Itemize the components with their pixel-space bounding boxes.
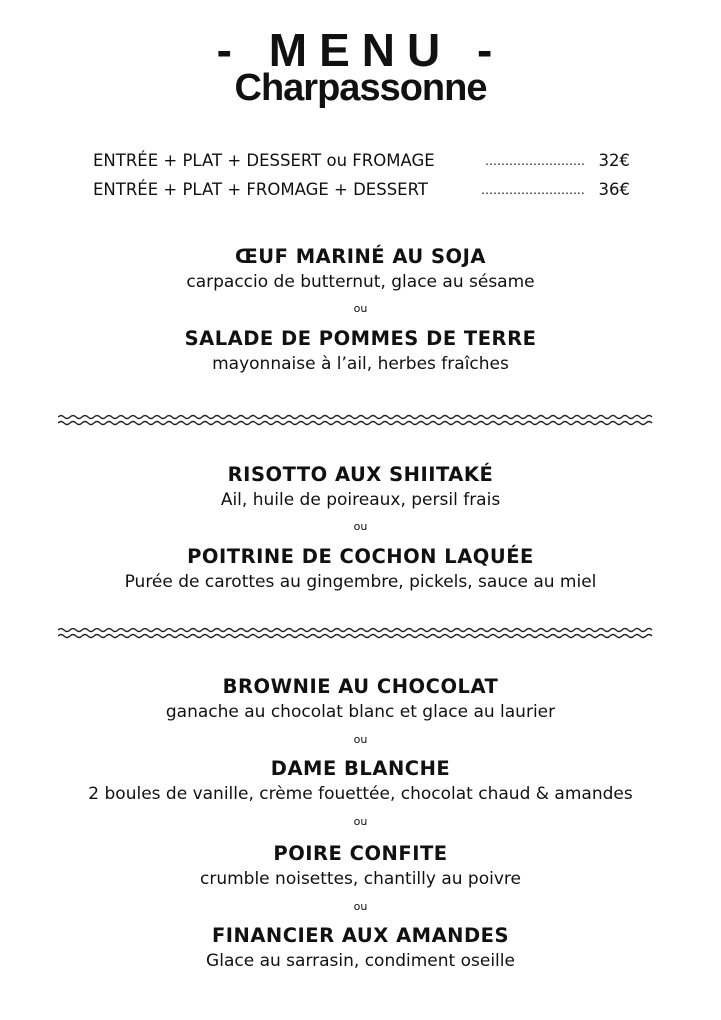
formula-label: ENTRÉE + PLAT + DESSERT ou FROMAGE: [93, 151, 435, 170]
ou-separator: ou: [353, 815, 368, 828]
dish-description: ganache au chocolat blanc et glace au laurier: [165, 702, 556, 722]
formula-row: [93, 178, 633, 202]
restaurant-name: Charpassonne: [234, 67, 487, 109]
dish-entree-1: [0, 244, 721, 294]
dish-description: Glace au sarrasin, condiment oseille: [206, 951, 515, 971]
dish-description: 2 boules de vanille, crème fouettée, chocolat chaud & amandes: [88, 784, 633, 804]
dish-description: mayonnaise à l’ail, herbes fraîches: [212, 354, 509, 374]
formula-label: ENTRÉE + PLAT + FROMAGE + DESSERT: [93, 180, 428, 199]
ou-separator: ou: [353, 520, 368, 533]
ou-separator: ou: [353, 733, 368, 746]
formula-dots: ……………………..: [481, 183, 585, 197]
dish-name: BROWNIE AU CHOCOLAT: [222, 675, 499, 698]
wave-divider: [58, 413, 654, 427]
dish-description: Ail, huile de poireaux, persil frais: [220, 490, 501, 510]
dish-name: SALADE DE POMMES DE TERRE: [184, 327, 537, 350]
dish-entree-2: [0, 326, 721, 376]
ou-separator: ou: [353, 900, 368, 913]
formula-row: [93, 149, 633, 173]
wave-divider: [58, 626, 654, 640]
dish-description: carpaccio de butternut, glace au sésame: [186, 272, 535, 292]
dish-description: crumble noisettes, chantilly au poivre: [200, 869, 521, 889]
formula-price: 32€: [598, 151, 630, 170]
dish-dessert-4: [0, 923, 721, 973]
dish-dessert-1: [0, 674, 721, 724]
dish-name: DAME BLANCHE: [270, 757, 451, 780]
dish-dessert-2: [0, 756, 721, 806]
formula-dots: …………………….: [485, 154, 585, 168]
formula-price: 36€: [598, 180, 630, 199]
dish-plat-1: [0, 462, 721, 512]
dish-name: POIRE CONFITE: [273, 842, 448, 865]
dish-name: RISOTTO AUX SHIITAKÉ: [227, 463, 494, 486]
dish-dessert-3: [0, 841, 721, 891]
dish-name: POITRINE DE COCHON LAQUÉE: [187, 545, 534, 568]
dish-plat-2: [0, 544, 721, 594]
menu-title: - MENU -: [216, 24, 505, 76]
dish-name: ŒUF MARINÉ AU SOJA: [235, 245, 486, 268]
dish-description: Purée de carottes au gingembre, pickels, sauce au miel: [124, 572, 597, 592]
dish-name: FINANCIER AUX AMANDES: [211, 924, 510, 947]
ou-separator: ou: [353, 302, 368, 315]
